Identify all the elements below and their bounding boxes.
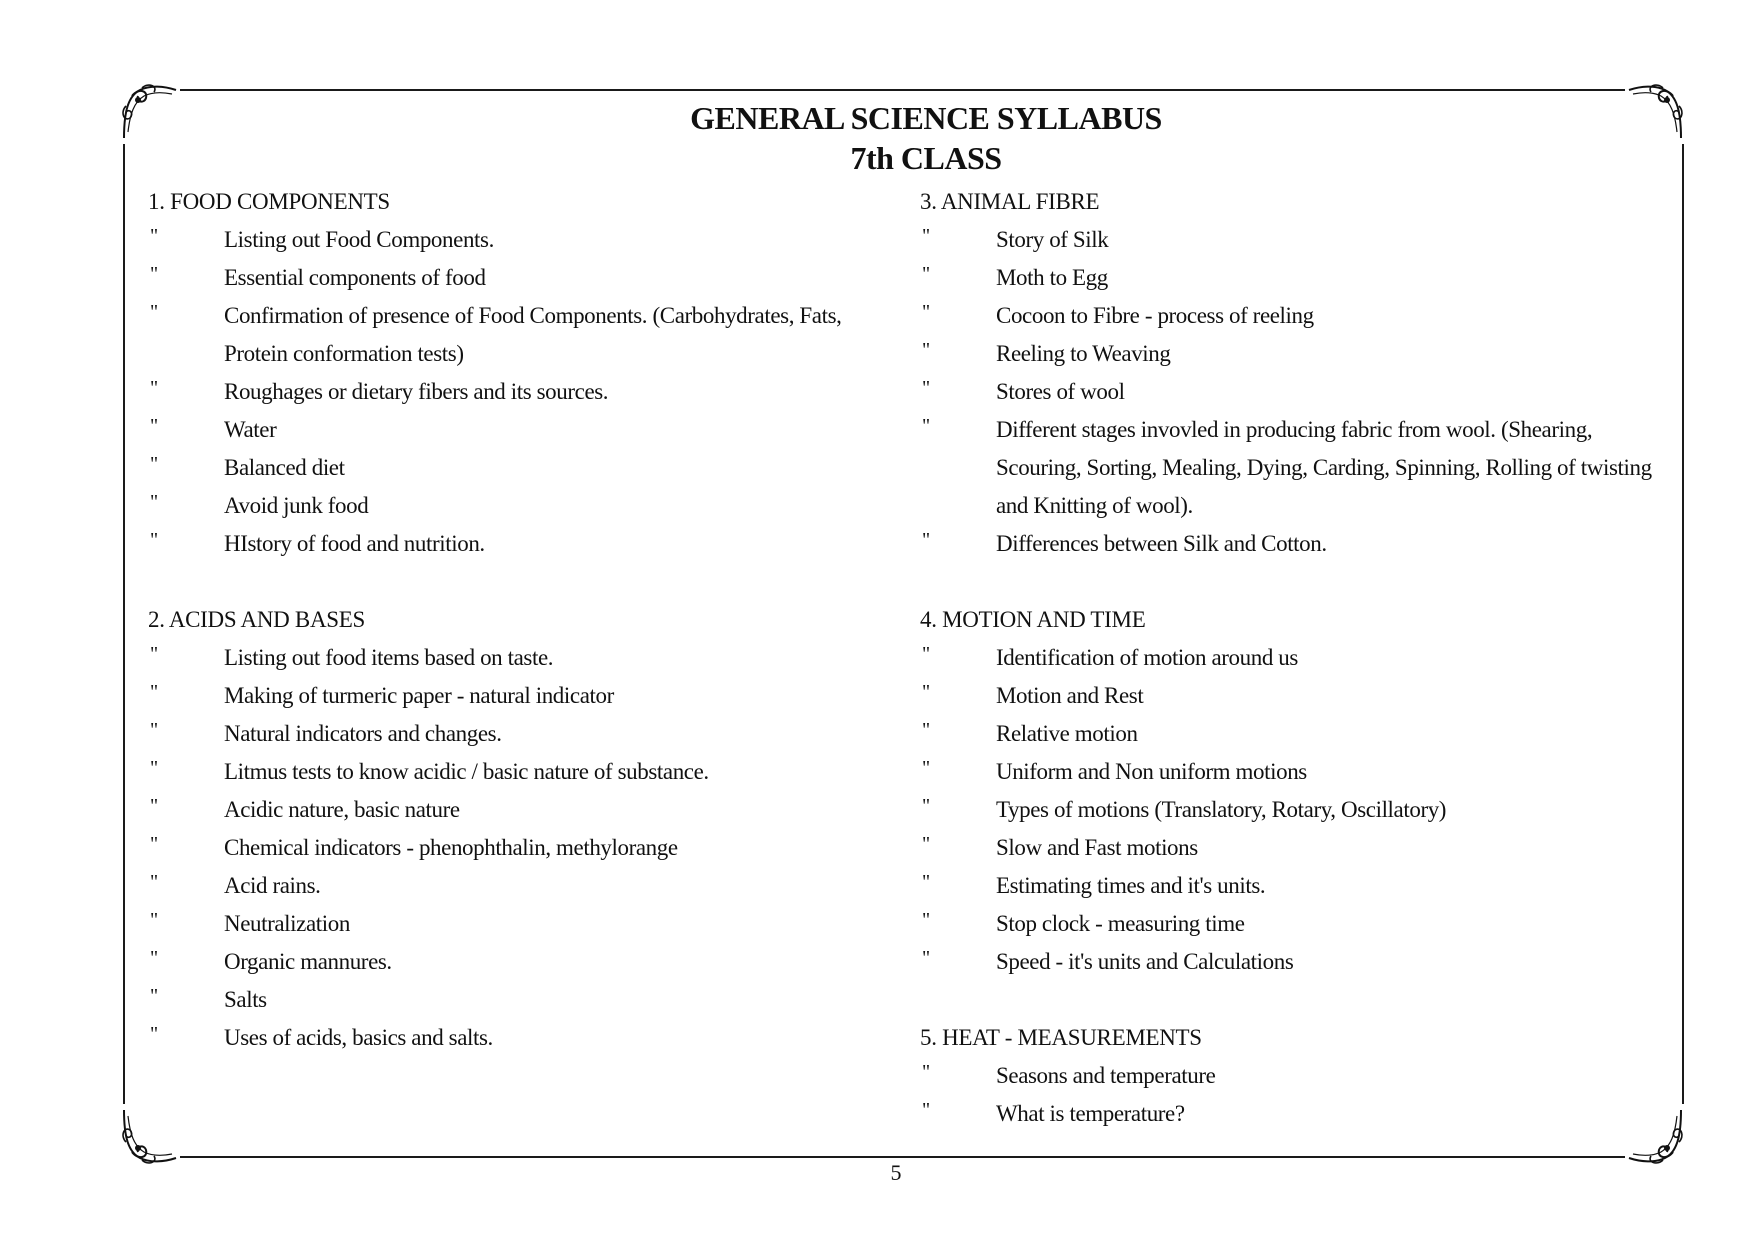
list-item	[920, 753, 1660, 791]
syllabus-section	[920, 183, 1660, 563]
left-column	[148, 183, 888, 1057]
section-spacer	[920, 981, 1660, 1019]
list-item	[148, 297, 888, 373]
list-item-text: Speed - it's units and Calculations	[996, 949, 1294, 974]
list-item	[148, 943, 888, 981]
list-item-text: Salts	[224, 987, 267, 1012]
bullet-marker: "	[150, 681, 158, 703]
list-item	[148, 411, 888, 449]
list-item-text: Avoid junk food	[224, 493, 369, 518]
list-item	[920, 411, 1660, 525]
list-item-text: Balanced diet	[224, 455, 345, 480]
list-item-text: Relative motion	[996, 721, 1138, 746]
list-item	[920, 525, 1660, 563]
list-item-text: Essential components of food	[224, 265, 486, 290]
right-column	[920, 183, 1660, 1133]
bullet-marker: "	[150, 909, 158, 931]
list-item	[148, 867, 888, 905]
bullet-marker: "	[150, 377, 158, 399]
section-heading: 5. HEAT - MEASUREMENTS	[920, 1025, 1202, 1050]
section-spacer	[920, 563, 1660, 601]
section-spacer	[148, 563, 888, 601]
list-item-text: Estimating times and it's units.	[996, 873, 1266, 898]
syllabus-section	[148, 601, 888, 1057]
section-heading: 4. MOTION AND TIME	[920, 607, 1146, 632]
list-item-text: Listing out Food Components.	[224, 227, 494, 252]
bullet-marker: "	[150, 453, 158, 475]
bullet-marker: "	[150, 491, 158, 513]
bullet-marker: "	[922, 415, 930, 437]
bullet-marker: "	[150, 871, 158, 893]
syllabus-section	[920, 601, 1660, 981]
list-item	[920, 677, 1660, 715]
list-item-text: Natural indicators and changes.	[224, 721, 502, 746]
bullet-marker: "	[150, 225, 158, 247]
list-item-text: Different stages invovled in producing fabric from wool. (Shearing, Scouring, Sorting, Mealing, Dying, Carding, Spinning, Rolling of twisting and Knitting of wool).	[996, 417, 1652, 518]
list-item-text: Cocoon to Fibre - process of reeling	[996, 303, 1314, 328]
list-item-text: Listing out food items based on taste.	[224, 645, 554, 670]
section-heading: 1. FOOD COMPONENTS	[148, 189, 390, 214]
list-item-text: Stores of wool	[996, 379, 1125, 404]
list-item-text: HIstory of food and nutrition.	[224, 531, 485, 556]
list-item-text: Organic mannures.	[224, 949, 392, 974]
list-item	[920, 791, 1660, 829]
bullet-marker: "	[150, 263, 158, 285]
bullet-marker: "	[150, 795, 158, 817]
list-item-text: Uses of acids, basics and salts.	[224, 1025, 493, 1050]
bullet-marker: "	[922, 301, 930, 323]
list-item-text: Motion and Rest	[996, 683, 1144, 708]
list-item-text: Story of Silk	[996, 227, 1109, 252]
bullet-marker: "	[922, 909, 930, 931]
list-item	[920, 373, 1660, 411]
bullet-marker: "	[922, 339, 930, 361]
bullet-marker: "	[922, 1061, 930, 1083]
list-item	[148, 981, 888, 1019]
list-item	[920, 829, 1660, 867]
page-number: 5	[890, 1160, 902, 1185]
list-item	[148, 639, 888, 677]
list-item	[920, 259, 1660, 297]
list-item-text: Water	[224, 417, 277, 442]
bullet-marker: "	[150, 757, 158, 779]
list-item	[920, 905, 1660, 943]
bullet-marker: "	[922, 757, 930, 779]
bullet-marker: "	[922, 833, 930, 855]
list-item-text: What is temperature?	[996, 1101, 1185, 1126]
list-item-text: Stop clock - measuring time	[996, 911, 1245, 936]
list-item	[148, 829, 888, 867]
list-item	[920, 335, 1660, 373]
list-item	[148, 1019, 888, 1057]
list-item-text: Chemical indicators - phenophthalin, methylorange	[224, 835, 678, 860]
bullet-marker: "	[922, 1099, 930, 1121]
list-item-text: Acidic nature, basic nature	[224, 797, 460, 822]
bullet-marker: "	[922, 681, 930, 703]
list-item	[148, 791, 888, 829]
list-item	[920, 715, 1660, 753]
bullet-marker: "	[150, 833, 158, 855]
list-item	[920, 221, 1660, 259]
list-item-text: Identification of motion around us	[996, 645, 1298, 670]
list-item-text: Reeling to Weaving	[996, 341, 1171, 366]
bullet-marker: "	[150, 643, 158, 665]
list-item	[920, 1057, 1660, 1095]
bullet-marker: "	[922, 225, 930, 247]
page-subtitle: 7th CLASS	[850, 140, 1002, 176]
list-item	[920, 867, 1660, 905]
list-item-text: Roughages or dietary fibers and its sources.	[224, 379, 609, 404]
bullet-marker: "	[922, 643, 930, 665]
list-item	[148, 677, 888, 715]
syllabus-section	[920, 1019, 1660, 1133]
bullet-marker: "	[922, 719, 930, 741]
list-item-text: Litmus tests to know acidic / basic nature of substance.	[224, 759, 709, 784]
list-item-text: Neutralization	[224, 911, 350, 936]
list-item-text: Acid rains.	[224, 873, 321, 898]
list-item-text: Slow and Fast motions	[996, 835, 1198, 860]
list-item	[148, 259, 888, 297]
bullet-marker: "	[922, 377, 930, 399]
list-item	[920, 639, 1660, 677]
list-item-text: Making of turmeric paper - natural indicator	[224, 683, 614, 708]
list-item-text: Differences between Silk and Cotton.	[996, 531, 1327, 556]
list-item	[148, 373, 888, 411]
list-item	[148, 525, 888, 563]
section-heading: 2. ACIDS AND BASES	[148, 607, 365, 632]
bullet-marker: "	[150, 301, 158, 323]
bullet-marker: "	[150, 529, 158, 551]
bullet-marker: "	[150, 415, 158, 437]
page-title: GENERAL SCIENCE SYLLABUS	[690, 100, 1162, 136]
list-item	[920, 1095, 1660, 1133]
corner-ornament-icon	[118, 1104, 180, 1166]
list-item	[148, 487, 888, 525]
section-heading: 3. ANIMAL FIBRE	[920, 189, 1100, 214]
syllabus-section	[148, 183, 888, 563]
list-item	[148, 221, 888, 259]
bullet-marker: "	[150, 947, 158, 969]
list-item	[148, 449, 888, 487]
list-item-text: Seasons and temperature	[996, 1063, 1216, 1088]
bullet-marker: "	[150, 719, 158, 741]
list-item-text: Types of motions (Translatory, Rotary, Oscillatory)	[996, 797, 1447, 822]
bullet-marker: "	[922, 947, 930, 969]
bullet-marker: "	[150, 985, 158, 1007]
list-item	[148, 905, 888, 943]
list-item	[148, 753, 888, 791]
bullet-marker: "	[922, 871, 930, 893]
list-item	[148, 715, 888, 753]
bullet-marker: "	[922, 263, 930, 285]
list-item	[920, 297, 1660, 335]
list-item-text: Moth to Egg	[996, 265, 1108, 290]
list-item-text: Uniform and Non uniform motions	[996, 759, 1307, 784]
bullet-marker: "	[150, 1023, 158, 1045]
bullet-marker: "	[922, 529, 930, 551]
list-item	[920, 943, 1660, 981]
bullet-marker: "	[922, 795, 930, 817]
list-item-text: Confirmation of presence of Food Components. (Carbohydrates, Fats, Protein conformation tests)	[224, 303, 842, 366]
